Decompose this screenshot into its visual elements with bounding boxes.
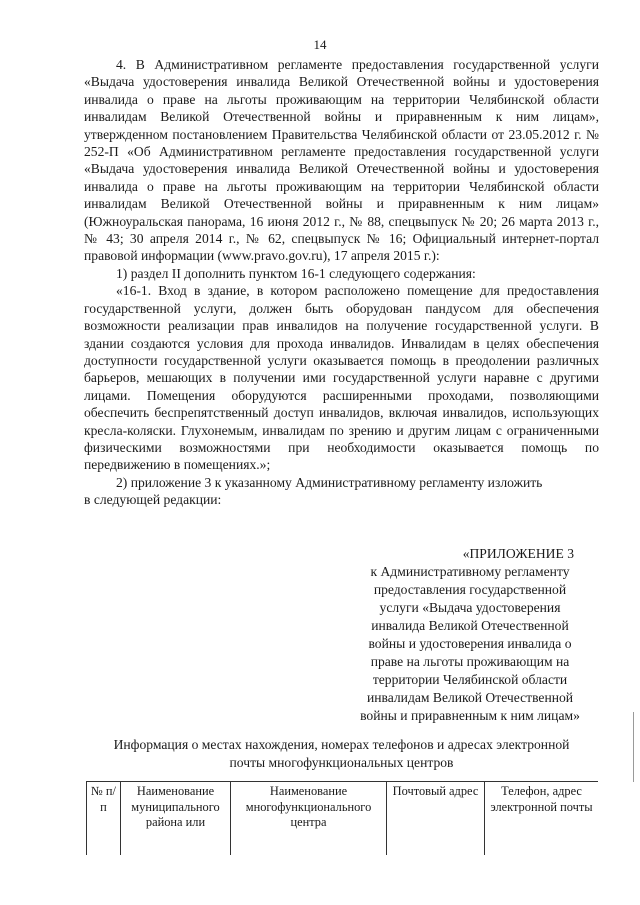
appendix-line: войны и приравненным к ним лицам» <box>360 708 580 723</box>
column-header-number: № п/п <box>87 782 121 855</box>
appendix-line: услуги «Выдача удостоверения <box>379 600 561 615</box>
mfc-table-container <box>86 781 598 905</box>
table-title <box>84 736 599 772</box>
appendix-line: инвалидам Великой Отечественной <box>366 690 574 705</box>
column-header-district: Наименование муниципального района или <box>121 782 231 855</box>
appendix-heading: «ПРИЛОЖЕНИЕ 3 <box>462 546 574 561</box>
paragraph-item-2: 2) приложение 3 к указанному Административному регламенту изложить <box>116 474 543 490</box>
table-title-line-1: Информация о местах нахождения, номерах телефонов и адресах электронной <box>113 737 570 752</box>
paragraph-amendment-4: 4. В Административном регламенте предоставления государственной услуги «Выдача удостоверения инвалида Великой Отечественной войны и удостоверения инвалида о праве на льготы проживающим на территории Челябинской области инвалидам Великой Отечественной войны и приравненным к ним лицам», утвержденном постановлением Правительства Челябинской области от 23.05.2012 г. № 252-П «Об Административном регламенте предоставления государственной услуги «Выдача удостоверения инвалида Великой Отечественной войны и удостоверения инвалида о праве на льготы проживающим на территории Челябинской области инвалидам Великой Отечественной войны и приравненным к ним лицам» (Южноуральская панорама, 16 июня 2012 г., № 88, спецвыпуск № 20; 26 марта 2013 г., № 43; 30 апреля 2014 г., № 62, спецвыпуск № 16; Официальный интернет-портал правовой информации (www.pravo.gov.ru), 17 апреля 2015 г.): <box>84 57 599 264</box>
appendix-line: к Административному регламенту <box>370 564 570 579</box>
mfc-table <box>86 781 598 855</box>
paragraph-item-1: 1) раздел II дополнить пунктом 16-1 следующего содержания: <box>116 265 476 281</box>
document-body <box>84 56 599 509</box>
scan-margin-line <box>633 712 635 782</box>
appendix-line: войны и удостоверения инвалида о <box>368 636 572 651</box>
table-title-line-2: почты многофункциональных центров <box>229 755 454 770</box>
table-header-row <box>87 782 599 855</box>
page-number: 14 <box>313 37 327 52</box>
appendix-line: праве на льготы проживающим на <box>370 654 570 669</box>
paragraph-clause-16-1: «16-1. Вход в здание, в котором расположено помещение для предоставления государственной услуги, должен быть оборудован пандусом для обеспечения возможности реализации прав инвалидов на получение государственной услуги. В здании создаются условия для прохода инвалидов. Инвалидам в целях обеспечения доступности государственной услуги оказывается помощь в преодолении различных барьеров, мешающих в получении ими государственной услуги наравне с другими лицами. Помещения оборудуются расширенными проходами, позволяющими обеспечить беспрепятственный доступ инвалидов, включая инвалидов, использующих кресла-коляски. Глухонемым, инвалидам по зрению и другим лицам с ограниченными физическими возможностями при необходимости оказывается помощь по передвижению в помещениях.»; <box>84 283 599 473</box>
paragraph-item-2-continuation: в следующей редакции: <box>84 492 222 508</box>
appendix-line: территории Челябинской области <box>372 672 568 687</box>
column-header-postal-address: Почтовый адрес <box>387 782 485 855</box>
column-header-center-name: Наименование многофункционального центра <box>231 782 387 855</box>
appendix-line: предоставления государственной <box>373 582 567 597</box>
column-header-contacts: Телефон, адрес электронной почты <box>485 782 599 855</box>
appendix-line: инвалида Великой Отечественной <box>371 618 569 633</box>
appendix-header <box>344 545 596 725</box>
